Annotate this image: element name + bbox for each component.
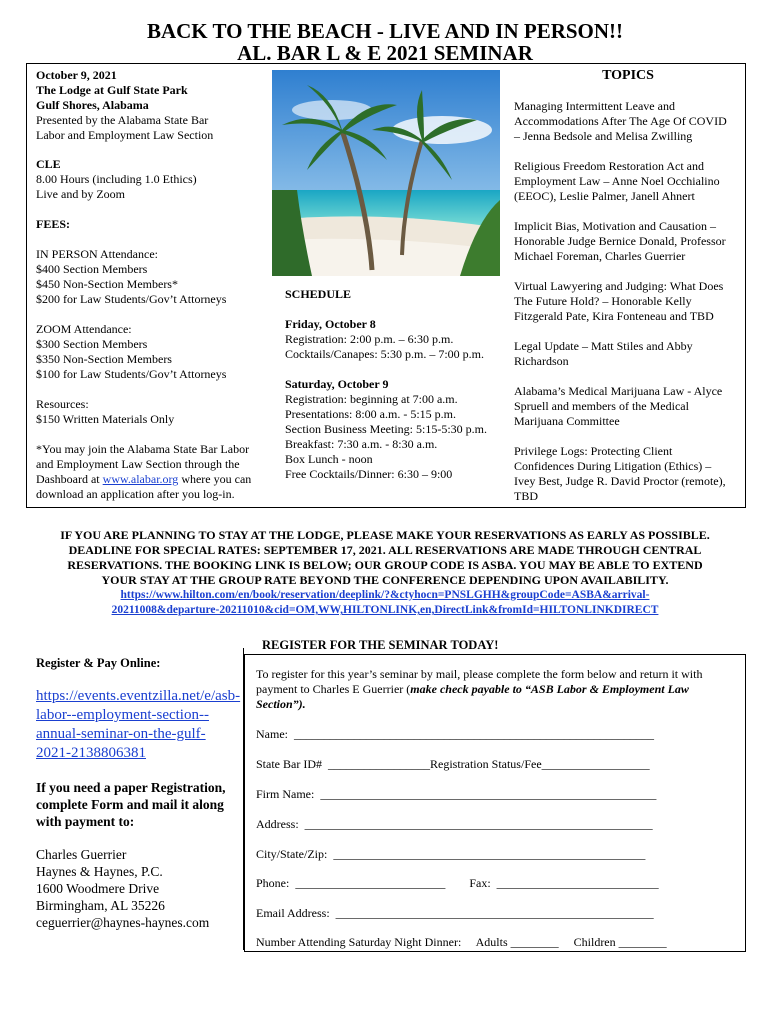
zoom-fee-3: $100 for Law Students/Gov’t Attorneys (36, 367, 227, 381)
zoom-fee-2: $350 Non-Section Members (36, 352, 172, 366)
paper-registration-note: If you need a paper Registration, complete Form and mail it along with payment to: (36, 780, 226, 829)
event-details (36, 68, 271, 143)
friday-heading: Friday, October 8 (285, 317, 376, 331)
friday-item-2: Cocktails/Canapes: 5:30 p.m. – 7:00 p.m. (285, 347, 484, 361)
membership-note-4: download an application after you log-in. (36, 487, 235, 501)
eventzilla-link[interactable]: https://events.eventzilla.net/e/asb- labor--employment-section-- annual-seminar-on-the-gulf- 2021-2138806381 (36, 688, 241, 761)
resources-heading: Resources: (36, 397, 89, 411)
presenter-line-2: Labor and Employment Law Section (36, 128, 214, 142)
document-title (0, 20, 770, 64)
in-person-heading: IN PERSON Attendance: (36, 247, 158, 261)
cle-heading: CLE (36, 157, 61, 171)
notice-line-1: IF YOU ARE PLANNING TO STAY AT THE LODGE, PLEASE MAKE YOUR RESERVATIONS AS EARLY AS POSSIBLE. (60, 528, 710, 542)
topic-item: Implicit Bias, Motivation and Causation – Honorable Judge Bernice Donald, Professor Michael Foreman, Charles Guerrier (514, 219, 726, 263)
dinner-attendance-field[interactable]: Number Attending Saturday Night Dinner: Adults ________ Children ________ (256, 935, 667, 949)
title-line-2: AL. BAR L & E 2021 SEMINAR (237, 41, 533, 65)
topic-item: Privilege Logs: Protecting Client Confidences During Litigation (Ethics) – Ivey Best, Judge R. David Proctor (remote), TBD (514, 444, 726, 503)
alabar-link[interactable]: www.alabar.org (102, 472, 179, 486)
bar-id-status-field[interactable]: State Bar ID# _________________Registration Status/Fee__________________ (256, 757, 650, 771)
saturday-item-6: Free Cocktails/Dinner: 6:30 – 9:00 (285, 467, 453, 481)
membership-note-1: *You may join the Alabama State Bar Labor (36, 442, 250, 456)
topics-heading: TOPICS (602, 68, 654, 83)
saturday-heading: Saturday, October 9 (285, 377, 389, 391)
beach-palm-image (272, 70, 500, 276)
in-person-fee-2: $450 Non-Section Members* (36, 277, 178, 291)
register-online (36, 656, 251, 931)
topic-item: Legal Update – Matt Stiles and Abby Richardson (514, 339, 693, 368)
membership-note-3: Dashboard at www.alabar.org where you can (36, 472, 252, 486)
register-heading: REGISTER FOR THE SEMINAR TODAY! (262, 638, 499, 652)
schedule-heading: SCHEDULE (285, 287, 352, 301)
friday-item-1: Registration: 2:00 p.m. – 6:30 p.m. (285, 332, 454, 346)
in-person-fee-1: $400 Section Members (36, 262, 148, 276)
fees-heading: FEES: (36, 217, 71, 231)
notice-line-4: YOUR STAY AT THE GROUP RATE BEYOND THE CONFERENCE DEPENDING UPON AVAILABILITY. (101, 573, 669, 587)
saturday-item-1: Registration: beginning at 7:00 a.m. (285, 392, 458, 406)
event-date: October 9, 2021 (36, 68, 117, 82)
membership-note-2: and Employment Law Section through the (36, 457, 240, 471)
title-line-1: BACK TO THE BEACH - LIVE AND IN PERSON!! (146, 19, 624, 43)
resources-fee: $150 Written Materials Only (36, 412, 175, 426)
notice-line-2: DEADLINE FOR SPECIAL RATES: SEPTEMBER 17, 2021. ALL RESERVATIONS ARE MADE THROUGH CENTRAL (68, 543, 702, 557)
schedule-section (285, 287, 510, 482)
form-intro: To register for this year’s seminar by mail, please complete the form below and return it with payment to Charles E Guerrier (make check payable to “ASB Labor & Employment Law Section”). (256, 667, 703, 711)
topic-item: Religious Freedom Restoration Act and Employment Law – Anne Noel Occhialino (EEOC), Leslie Palmer, Janell Ahnert (514, 159, 720, 203)
address-field[interactable]: Address: __________________________________________________________ (256, 817, 653, 831)
fees-section (36, 217, 274, 502)
zoom-heading: ZOOM Attendance: (36, 322, 132, 336)
topic-item: Managing Intermittent Leave and Accommodations After The Age Of COVID – Jenna Bedsole and Melisa Zwilling (514, 99, 727, 143)
mailing-address: Charles Guerrier Haynes & Haynes, P.C. 1600 Woodmere Drive Birmingham, AL 35226 ceguerrier@haynes-haynes.com (36, 847, 210, 930)
cle-hours: 8.00 Hours (including 1.0 Ethics) (36, 172, 197, 186)
in-person-fee-3: $200 for Law Students/Gov’t Attorneys (36, 292, 227, 306)
saturday-item-3: Section Business Meeting: 5:15-5:30 p.m. (285, 422, 487, 436)
email-field[interactable]: Email Address: _____________________________________________________ (256, 906, 654, 920)
zoom-fee-1: $300 Section Members (36, 337, 148, 351)
cle-mode: Live and by Zoom (36, 187, 125, 201)
topic-item: Virtual Lawyering and Judging: What Does The Future Hold? – Honorable Kelly Fitzgerald Pate, Kira Fonteneau and TBD (514, 279, 724, 323)
hilton-booking-link[interactable]: https://www.hilton.com/en/book/reservation/deeplink/?&ctyhocn=PNSLGHH&groupCode=ASBA&arrival- 20211008&departure-20211010&cid=OM,WW,HILTONLINK,en,DirectLink&fromId=HILTONLINKDIRECT (111, 589, 659, 616)
topic-item: Alabama’s Medical Marijuana Law - Alyce Spruell and members of the Medical Marijuana Committee (514, 384, 723, 428)
saturday-item-2: Presentations: 8:00 a.m. - 5:15 p.m. (285, 407, 456, 421)
presenter-line-1: Presented by the Alabama State Bar (36, 113, 209, 127)
event-location: Gulf Shores, Alabama (36, 98, 149, 112)
notice-line-3: RESERVATIONS. THE BOOKING LINK IS BELOW; OUR GROUP CODE IS ASBA. YOU MAY BE ABLE TO EXTEND (67, 558, 703, 572)
saturday-item-5: Box Lunch - noon (285, 452, 373, 466)
phone-fax-field[interactable]: Phone: _________________________ Fax: ___________________________ (256, 876, 659, 890)
cle-section (36, 157, 271, 202)
city-state-zip-field[interactable]: City/State/Zip: ____________________________________________________ (256, 847, 646, 861)
lodge-notice (26, 528, 744, 618)
register-online-heading: Register & Pay Online: (36, 656, 161, 670)
firm-name-field[interactable]: Firm Name: ________________________________________________________ (256, 787, 657, 801)
name-field[interactable]: Name: ____________________________________________________________ (256, 727, 654, 741)
event-venue: The Lodge at Gulf State Park (36, 83, 188, 97)
saturday-item-4: Breakfast: 7:30 a.m. - 8:30 a.m. (285, 437, 438, 451)
topics-section (514, 68, 742, 504)
